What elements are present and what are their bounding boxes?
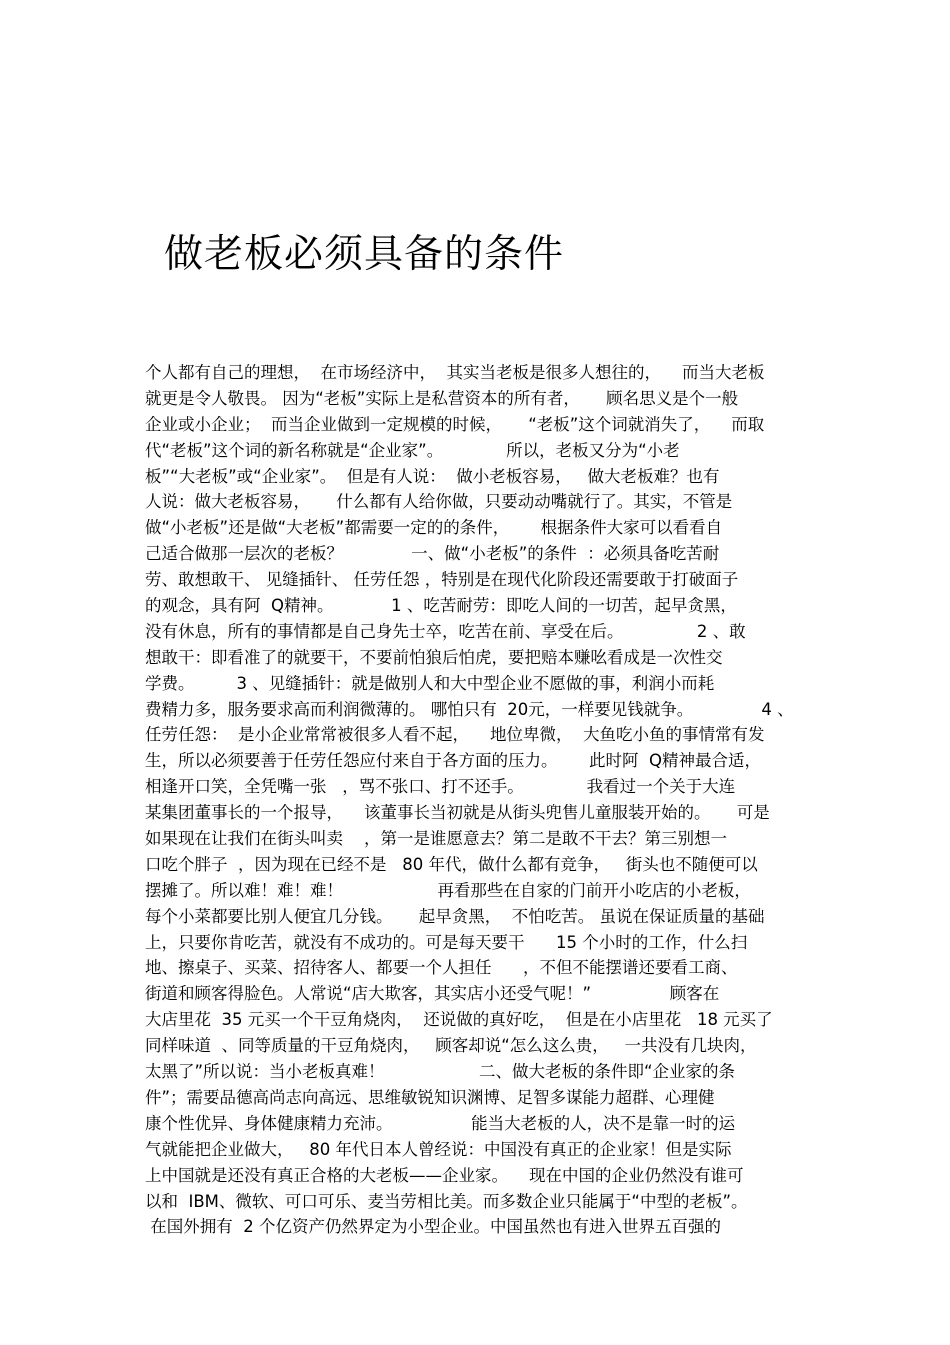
body-text-line: 企业或小企业； 而当企业做到一定规模的时候， “老板”这个词就消失了， 而取 [145,414,765,434]
body-text-line: 某集团董事长的一个报导， 该董事长当初就是从街头兜售儿童服装开始的。 可是 [145,803,770,823]
document-title: 做老板必须具备的条件 [164,232,565,277]
document-body [145,360,815,1240]
body-text-line: 没有休息，所有的事情都是自己身先士卒，吃苦在前、享受在后。 2 、敢 [145,621,746,641]
body-text-line: 口吃个胖子 ，因为现在已经不是 80 年代，做什么都有竞争， 街头也不随便可以 [145,854,758,874]
body-text-line: 以和 IBM、微软、可口可乐、麦当劳相比美。而多数企业只能属于“中型的老板”。 [145,1191,748,1211]
body-text-line: 个人都有自己的理想， 在市场经济中， 其实当老板是很多人想往的， 而当大老板 [145,363,765,382]
body-text-line: 每个小菜都要比别人便宜几分钱。 起早贪黑， 不怕吃苦。 虽说在保证质量的基础 [145,906,765,926]
body-text-line: 做“小老板”还是做“大老板”都需要一定的的条件， 根据条件大家可以看看自 [145,518,723,538]
body-text-line: 费精力多，服务要求高而利润微薄的。 哪怕只有 20元，一样要见钱就争。 4 、 [145,699,794,719]
body-text-line: 大店里花 35 元买一个干豆角烧肉， 还说做的真好吃， 但是在小店里花 18 元买了 [145,1010,773,1030]
body-text-line: 康个性优异、身体健康精力充沛。 能当大老板的人，决不是靠一时的运 [145,1113,736,1133]
body-text-line: 任劳任怨： 是小企业常常被很多人看不起， 地位卑微， 大鱼吃小鱼的事情常有发 [145,725,765,745]
body-text-line: 太黑了”所以说：当小老板真难！ 二、做大老板的条件即“企业家的条 [145,1062,736,1082]
body-text-line: 劳、敢想敢干、 见缝插针、 任劳任怨 ，特别是在现代化阶段还需要敢于打破面子 [145,570,739,590]
body-text-line: 己适合做那一层次的老板？ 一、做“小老板”的条件 ：必须具备吃苦耐 [145,544,720,564]
body-text-line: 生，所以必须要善于任劳任怨应付来自于各方面的压力。 此时阿 Q精神最合适， [145,751,761,771]
body-text-line: 代“老板”这个词的新名称就是“企业家”。 所以，老板又分为“小老 [145,440,680,460]
body-text-line: 相逢开口笑，全凭嘴一张 ，骂不张口、打不还手。 我看过一个关于大连 [145,777,736,797]
body-text-line: 的观念，具有阿 Q精神。 1 、吃苦耐劳：即吃人间的一切苦，起早贪黑， [145,596,737,616]
body-text-line: 人说：做大老板容易， 什么都有人给你做，只要动动嘴就行了。其实，不管是 [145,492,733,512]
body-text-line: 如果现在让我们在街头叫卖 ，第一是谁愿意去？第二是敢不干去？第三别想一 [145,829,727,849]
body-text-line: 在国外拥有 2 个亿资产仍然界定为小型企业。中国虽然也有进入世界五百强的 [145,1217,721,1237]
body-text-line: 上，只要你肯吃苦，就没有不成功的。可是每天要干 15 个小时的工作，什么扫 [145,932,748,952]
body-text-line: 就更是令人敬畏。 因为“老板”实际上是私营资本的所有者， 顾名思义是个一般 [145,388,739,408]
body-text-line: 上中国就是还没有真正合格的大老板——企业家。 现在中国的企业仍然没有谁可 [145,1165,744,1185]
body-text-line: 板”“大老板”或“企业家”。 但是有人说： 做小老板容易， 做大老板难？也有 [145,466,720,486]
body-text-line: 同样味道 、同等质量的干豆角烧肉， 顾客却说“怎么这么贵， 一共没有几块肉， [145,1036,757,1056]
body-text-line: 摆摊了。所以难！难！难！ 再看那些在自家的门前开小吃店的小老板， [145,880,751,900]
body-text-line: 想敢干：即看准了的就要干，不要前怕狼后怕虎，要把赔本赚吆看成是一次性交 [145,647,723,667]
body-text-line: 地、擦桌子、买菜、招待客人、都要一个人担任 ，不但不能摆谱还要看工商、 [145,958,738,978]
body-text-line: 学费。 3 、见缝插针：就是做别人和大中型企业不愿做的事，利润小而耗 [145,673,715,693]
body-text-line: 气就能把企业做大， 80 年代日本人曾经说：中国没有真正的企业家！但是实际 [145,1139,732,1159]
body-text-line: 件”；需要品德高尚志向高远、思维敏锐知识渊博、足智多谋能力超群、心理健 [145,1087,715,1107]
body-text-line: 街道和顾客得脸色。人常说“店大欺客，其实店小还受气呢！” 顾客在 [145,984,720,1004]
